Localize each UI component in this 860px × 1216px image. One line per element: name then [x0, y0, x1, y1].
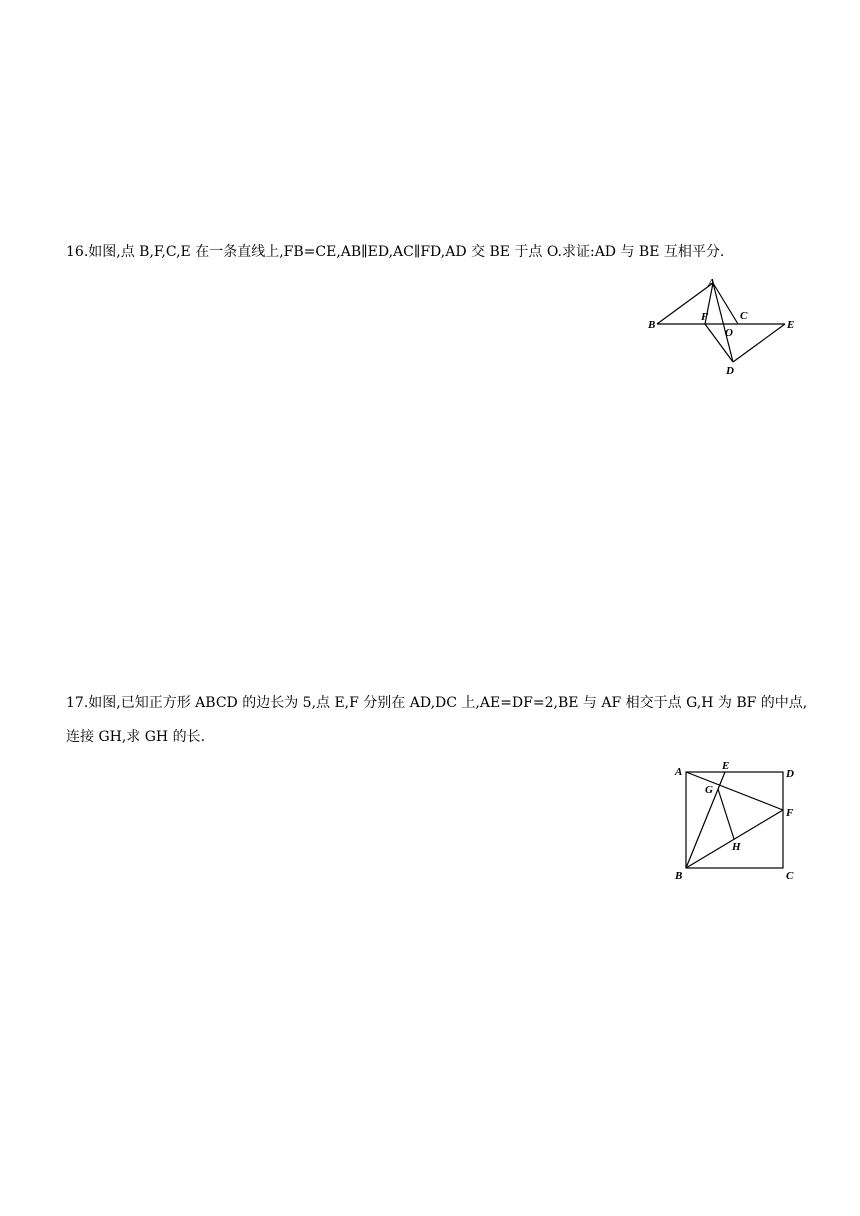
- label-A: A: [708, 277, 716, 289]
- segment-ED: [733, 324, 785, 362]
- problem-16-text: 16.如图,点 B,F,C,E 在一条直线上,FB=CE,AB∥ED,AC∥FD,AD 交 BE 于点 O.求证:AD 与 BE 互相平分.: [66, 244, 725, 260]
- segment-AC: [713, 283, 738, 324]
- problem-17-text-line2: 连接 GH,求 GH 的长.: [66, 729, 206, 745]
- label-D: D: [786, 768, 794, 780]
- label-C: C: [740, 310, 748, 322]
- label-O: O: [725, 327, 733, 339]
- problem-17-figure: [670, 758, 805, 886]
- label-F: F: [786, 807, 794, 819]
- segment-BF: [686, 810, 783, 868]
- label-H: H: [732, 841, 741, 853]
- segment-AF: [686, 772, 783, 810]
- segment-GH: [718, 789, 734, 839]
- label-G: G: [705, 784, 713, 796]
- label-E: E: [787, 319, 795, 331]
- segment-AD: [713, 283, 733, 362]
- problem-17-text-line1: 17.如图,已知正方形 ABCD 的边长为 5,点 E,F 分别在 AD,DC 上,AE=DF=2,BE 与 AF 相交于点 G,H 为 BF 的中点,: [66, 695, 808, 711]
- label-A: A: [675, 766, 683, 778]
- square-ABCD: [686, 772, 783, 868]
- problem-16-figure: [645, 274, 805, 378]
- label-B: B: [675, 870, 683, 882]
- label-D: D: [726, 365, 734, 377]
- label-E: E: [722, 760, 730, 772]
- label-C: C: [786, 870, 794, 882]
- label-F: F: [701, 311, 709, 323]
- label-B: B: [648, 319, 656, 331]
